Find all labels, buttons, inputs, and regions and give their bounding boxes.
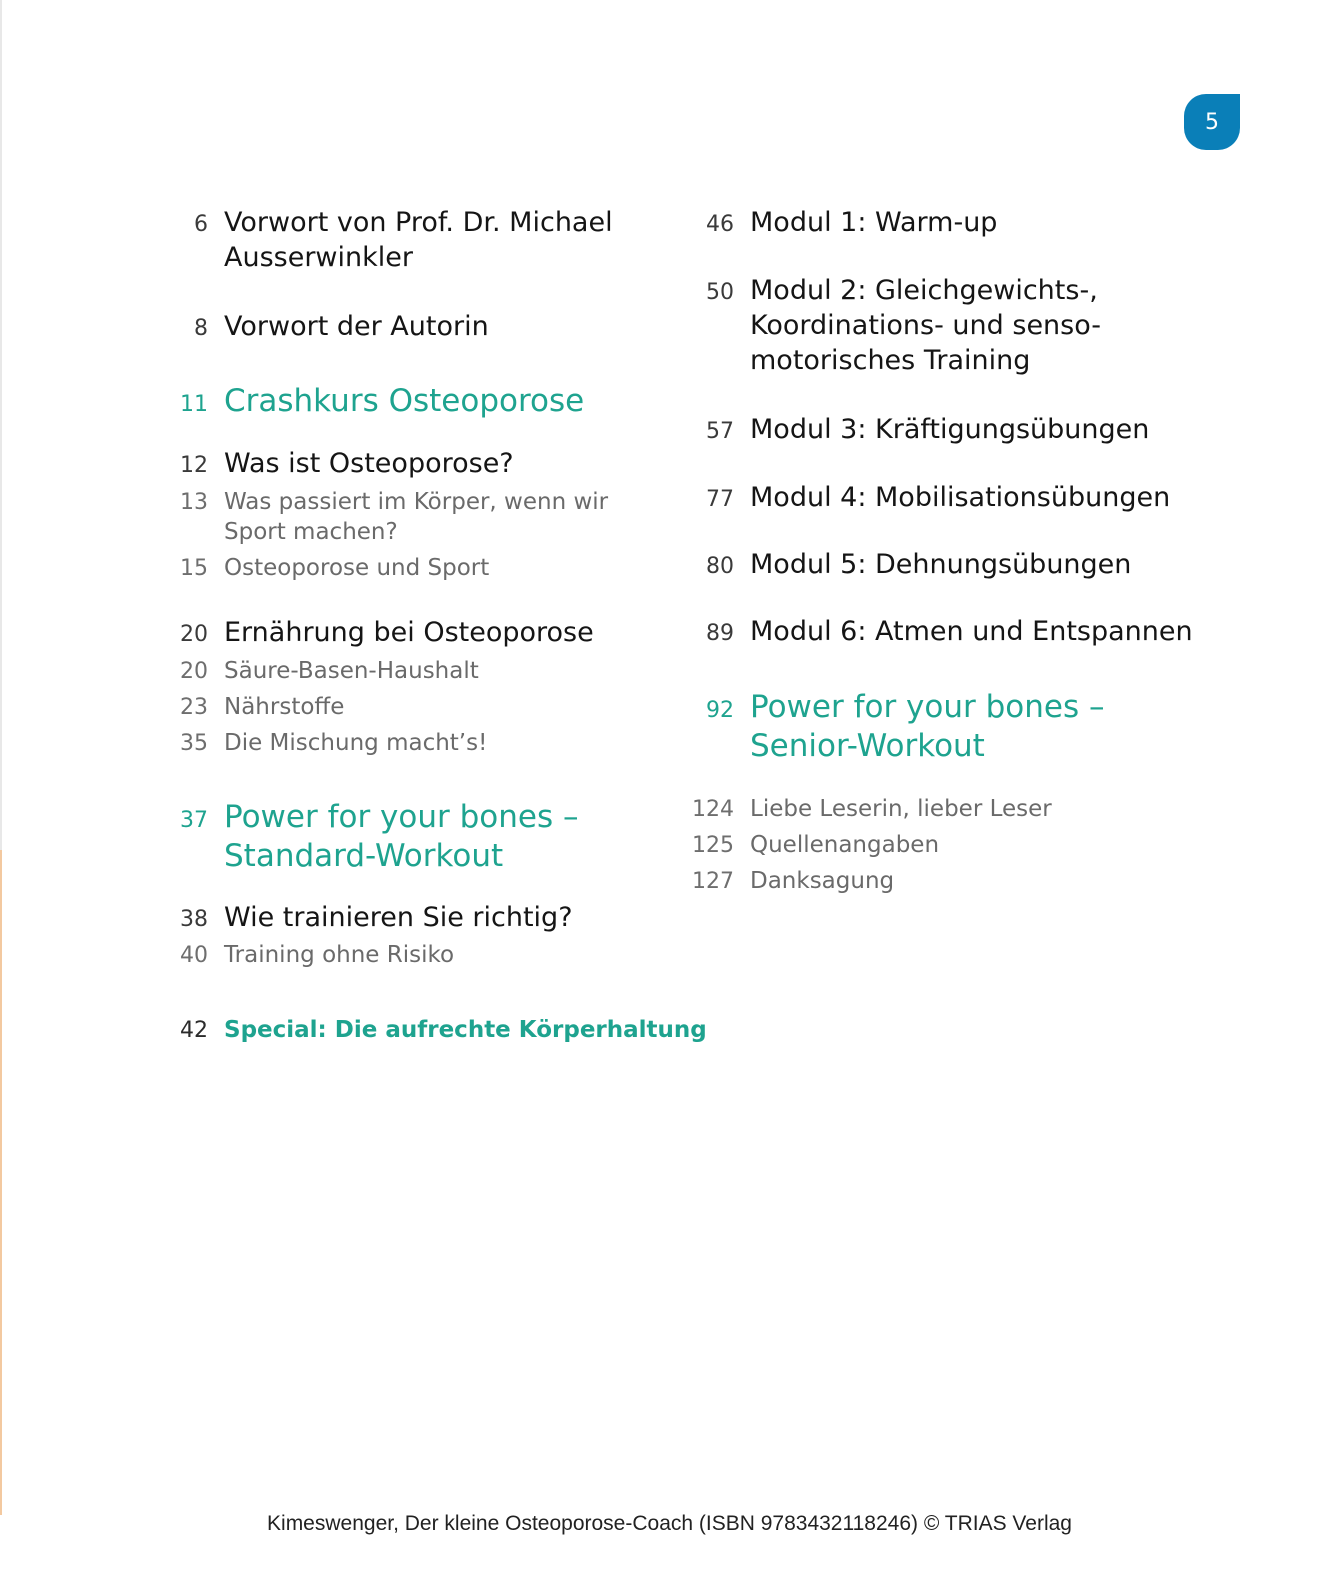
toc-title: Quellenangaben: [750, 832, 940, 858]
toc-page-number: 92: [706, 698, 734, 723]
toc-title: Osteoporose und Sport: [224, 555, 490, 581]
toc-subentry[interactable]: [180, 941, 455, 971]
toc-subentry[interactable]: [180, 657, 479, 687]
toc-page-number: 13: [180, 490, 208, 515]
toc-page-number: 50: [706, 280, 734, 305]
toc-title: Vorwort der Autorin: [224, 311, 489, 342]
toc-title-line: Standard-Workout: [224, 837, 504, 874]
toc-page-number: 23: [180, 695, 208, 720]
toc-title: Training ohne Risiko: [224, 942, 455, 968]
toc-title: Liebe Leserin, lieber Leser: [750, 796, 1052, 822]
toc-chapter-entry[interactable]: [706, 688, 1105, 766]
toc-entry[interactable]: [706, 412, 1150, 447]
toc-title-line: Power for your bones –: [224, 799, 579, 835]
toc-title: [750, 273, 1101, 378]
toc-entry[interactable]: [180, 900, 573, 935]
toc-title-line: Sport machen?: [224, 518, 398, 545]
toc-page-number: 125: [692, 833, 734, 858]
toc-special-title: Special: Die aufrechte Körperhaltung: [224, 1017, 707, 1043]
toc-page-number: 46: [706, 212, 734, 237]
toc-page-number: 80: [706, 554, 734, 579]
toc-title-line: Vorwort von Prof. Dr. Michael: [224, 207, 613, 238]
toc-entry[interactable]: [706, 614, 1193, 649]
toc-page-number: 20: [180, 659, 208, 684]
toc-page-number: 8: [194, 316, 208, 341]
toc-page-number: 127: [692, 869, 734, 894]
toc-page-number: 57: [706, 419, 734, 444]
copyright-footer: Kimeswenger, Der kleine Osteoporose-Coach (ISBN 9783432118246) © TRIAS Verlag: [267, 1512, 1072, 1535]
toc-entry[interactable]: [706, 205, 998, 240]
toc-title: Modul 5: Dehnungsübungen: [750, 549, 1132, 580]
toc-page-number: 35: [180, 731, 208, 756]
toc-subentry[interactable]: [692, 867, 895, 897]
toc-special-entry[interactable]: [180, 1016, 707, 1046]
toc-subentry[interactable]: [692, 795, 1052, 825]
page-edge-accent: [0, 850, 2, 1515]
toc-chapter-title: Crashkurs Osteoporose: [224, 383, 585, 419]
toc-entry[interactable]: [706, 480, 1171, 515]
toc-title-line: Modul 2: Gleichgewichts-,: [750, 275, 1098, 306]
toc-title-line: motorisches Training: [750, 345, 1031, 377]
toc-entry[interactable]: [706, 547, 1132, 582]
toc-title: Was ist Osteoporose?: [224, 448, 514, 479]
toc-page-number: 40: [180, 943, 208, 968]
toc-subentry[interactable]: [180, 729, 488, 759]
toc-entry[interactable]: [194, 309, 489, 344]
toc-page-number: 124: [692, 797, 734, 822]
toc-page-number: 11: [180, 392, 208, 417]
toc-entry[interactable]: [180, 446, 514, 481]
toc-title: Die Mischung macht’s!: [224, 730, 488, 756]
toc-page-number: 42: [180, 1018, 208, 1043]
toc-title-line: Ausserwinkler: [224, 242, 413, 274]
toc-title: Modul 3: Kräftigungsübungen: [750, 414, 1150, 445]
toc-title: Säure-Basen-Haushalt: [224, 658, 479, 684]
toc-entry[interactable]: [706, 273, 1101, 378]
toc-page-number: 89: [706, 621, 734, 646]
toc-title: Modul 6: Atmen und Entspannen: [750, 616, 1193, 647]
toc-title: Modul 4: Mobilisationsübungen: [750, 482, 1171, 513]
toc-title: Wie trainieren Sie richtig?: [224, 902, 573, 933]
toc-title: Ernährung bei Osteoporose: [224, 617, 594, 648]
toc-page-number: 15: [180, 556, 208, 581]
toc-title-line: Koordinations- und senso-: [750, 310, 1101, 342]
toc-page-number: 20: [180, 622, 208, 647]
toc-page-number: 12: [180, 453, 208, 478]
toc-title: Danksagung: [750, 868, 895, 894]
toc-title: Modul 1: Warm-up: [750, 207, 998, 238]
toc-page-number: 6: [194, 212, 208, 237]
page-number-badge: [1184, 94, 1240, 150]
toc-chapter-entry[interactable]: [180, 382, 585, 421]
toc-title-line: Was passiert im Körper, wenn wir: [224, 489, 609, 515]
page-number: 5: [1205, 109, 1219, 135]
toc-page-number: 37: [180, 808, 208, 833]
toc-chapter-title: [750, 688, 1105, 766]
toc-page-number: 38: [180, 907, 208, 932]
toc-title-line: Senior-Workout: [750, 727, 985, 764]
toc-page-number: 77: [706, 487, 734, 512]
toc-title-line: Power for your bones –: [750, 689, 1105, 725]
toc-title: Nährstoffe: [224, 694, 345, 720]
toc-subentry[interactable]: [692, 831, 940, 861]
